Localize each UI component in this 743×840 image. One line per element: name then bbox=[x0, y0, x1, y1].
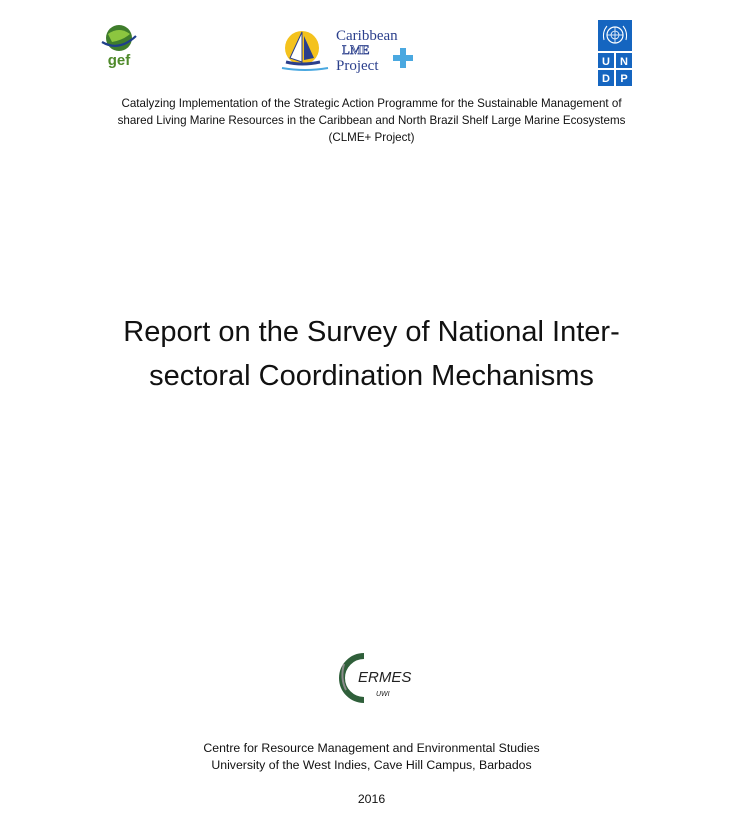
publication-year: 2016 bbox=[357, 792, 386, 806]
gef-wordmark: gef bbox=[107, 52, 131, 69]
clme-line3: Project bbox=[336, 58, 379, 74]
subtitle-line: (CLME+ Project) bbox=[328, 131, 415, 144]
subtitle-line: shared Living Marine Resources in the Caribbean and North Brazil Shelf Large Marine Ecosystems bbox=[117, 114, 626, 127]
cermes-wordmark: ERMES bbox=[358, 669, 412, 686]
cermes-logo bbox=[334, 650, 412, 706]
undp-letter-n: N bbox=[620, 56, 628, 68]
organization-name: Centre for Resource Management and Environmental Studies bbox=[203, 741, 540, 755]
undp-letter-p: P bbox=[620, 73, 628, 85]
plus-icon bbox=[393, 48, 413, 68]
undp-letter-u: U bbox=[602, 56, 610, 68]
report-title bbox=[40, 310, 703, 398]
title-line: Report on the Survey of National Inter- bbox=[123, 316, 620, 348]
subtitle-line: Catalyzing Implementation of the Strategic Action Programme for the Sustainable Management of bbox=[121, 97, 622, 110]
project-subtitle bbox=[40, 95, 703, 146]
clme-line1: Caribbean bbox=[336, 28, 398, 44]
gef-logo bbox=[98, 22, 140, 70]
organization-location: University of the West Indies, Cave Hill Campus, Barbados bbox=[211, 758, 532, 772]
cermes-uwi: UWI bbox=[376, 691, 390, 698]
title-line: sectoral Coordination Mechanisms bbox=[149, 360, 594, 392]
clme-line2: LME bbox=[342, 42, 370, 57]
organization-block bbox=[40, 740, 703, 774]
clme-logo bbox=[280, 26, 420, 76]
undp-logo bbox=[598, 20, 632, 86]
undp-letter-d: D bbox=[602, 73, 610, 85]
